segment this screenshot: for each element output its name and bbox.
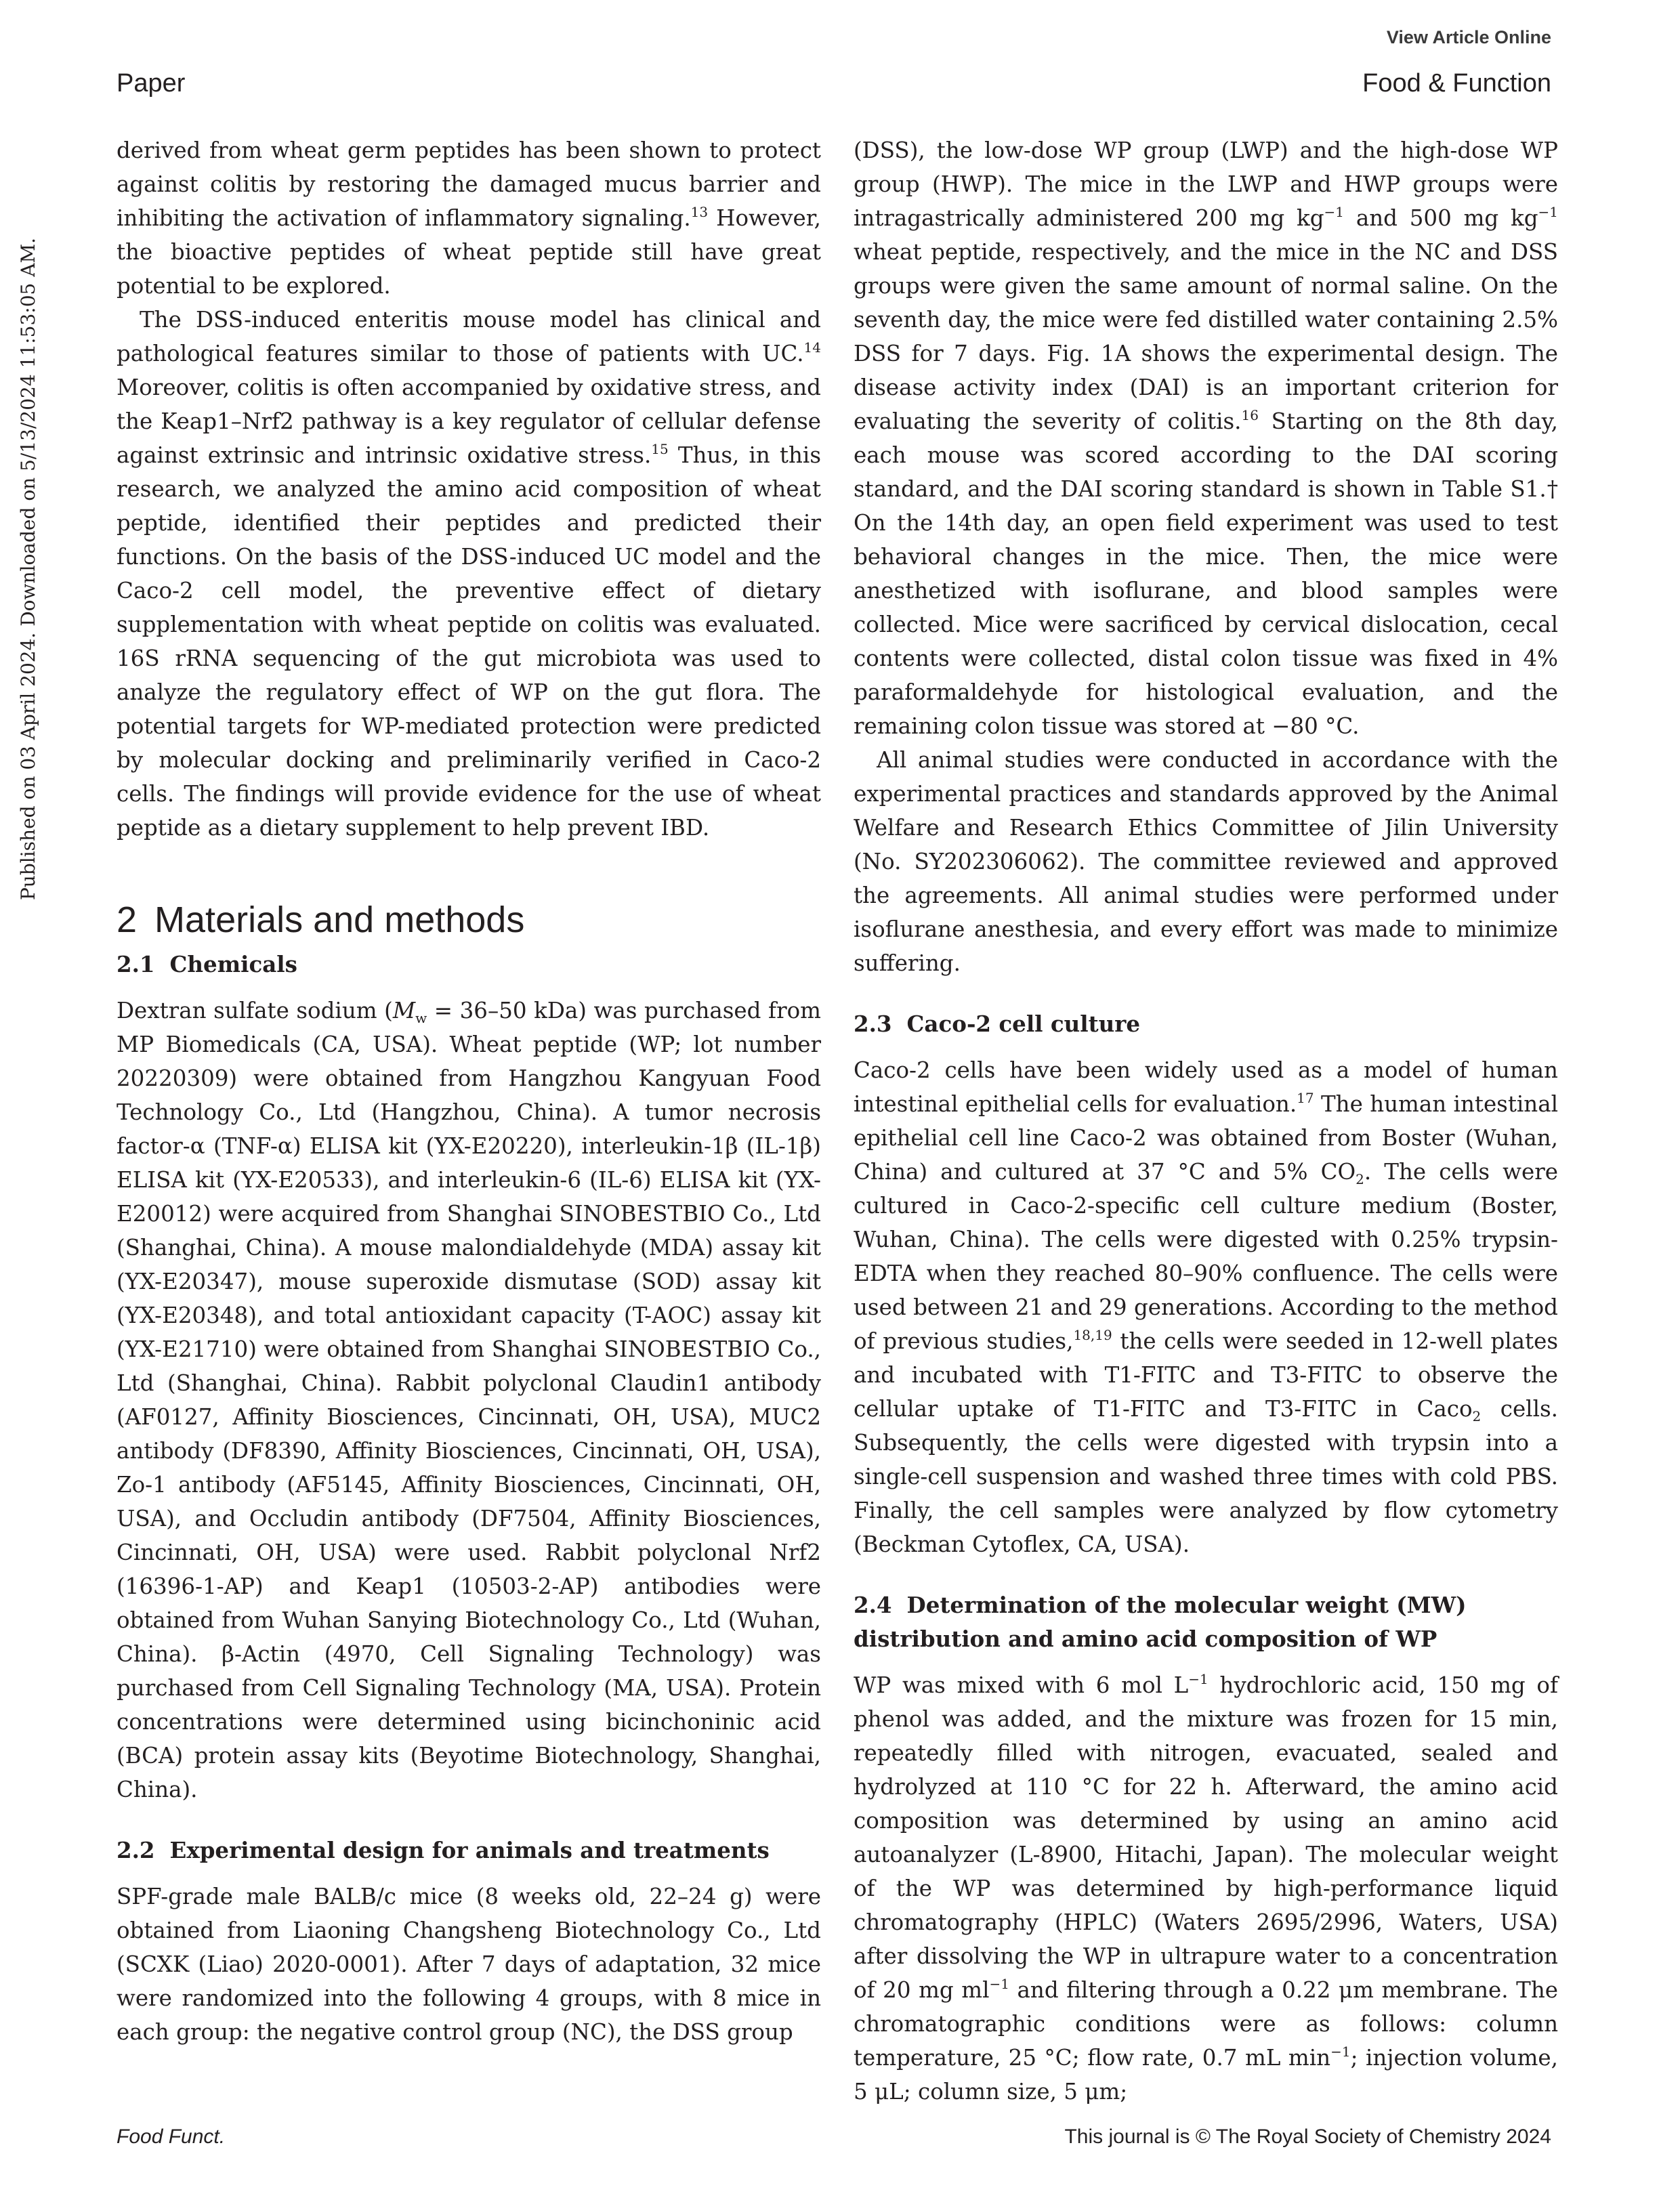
running-header-paper: Paper — [117, 69, 186, 98]
footer-journal-abbrev: Food Funct. — [117, 2125, 226, 2148]
citation-ref[interactable]: 14 — [803, 339, 821, 356]
subsection-heading-experimental-design: 2.2 Experimental design for animals and treatments — [117, 1837, 770, 1863]
paragraph-intro-end: derived from wheat germ peptides has been shown to protect against colitis by restoring the damaged mucus barrier and inhibiting the activation of inflammatory signaling.$^{13}$ However, the bioactive peptides of wheat peptide still have great potential to be explored. — [117, 138, 821, 299]
paragraph-dss-model: The DSS-induced enteritis mouse model has clinical and pathological features similar to those of patients with UC.$^{14}$ Moreover, colitis is often accompanied by oxidative stress, and the Keap1–Nrf2 pathway is a key regulator of cellular defense against extrinsic and intrinsic oxidative stress.$^{15}$ Thus, in this research, we analyzed the amino acid composition of wheat peptide, identified their peptides and predicted their functions. On the basis of the DSS-induced UC model and the Caco-2 cell model, the preventive effect of dietary supplementation with wheat peptide on colitis was evaluated. 16S rRNA sequencing of the gut microbiota was used to analyze the regulatory effect of WP on the gut flora. The potential targets for WP-mediated protection were predicted by molecular docking and preliminarily verified in Caco-2 cells. The findings will provide evidence for the use of wheat peptide as a dietary supplement to help prevent IBD. — [117, 307, 821, 841]
citation-ref[interactable]: 17 — [1297, 1090, 1314, 1106]
paragraph-experimental-design: SPF-grade male BALB/c mice (8 weeks old, 22–24 g) were obtained from Liaoning Changsheng Biotechnology Co., Ltd (SCXK (Liao) 2020-0001). After 7 days of adaptation, 32 mice were randomized into the following 4 groups, with 8 mice in each group: the negative control group (NC), the DSS group — [117, 1884, 821, 2045]
section-heading-materials-methods: 2 Materials and methods — [117, 900, 525, 940]
citation-ref[interactable]: 13 — [690, 204, 709, 220]
paragraph-chemicals: Dextran sulfate sodium ($M_w = 36-50$ kDa) was purchased from MP Biomedicals (CA, USA). Wheat peptide (WP; lot number 20220309) were obtained from Hangzhou Kangyuan Food Technology Co., Ltd (Hangzhou, China). A tumor necrosis factor-α (TNF-α) ELISA kit (YX-E20220), interleukin-1β (IL-1β) ELISA kit (YX-E20533), and interleukin-6 (IL-6) ELISA kit (YX-E20012) were acquired from Shanghai SINOBESTBIO Co., Ltd (Shanghai, China). A mouse malondialdehyde (MDA) assay kit (YX-E20347), mouse superoxide dismutase (SOD) assay kit (YX-E20348), and total antioxidant capacity (T-AOC) assay kit (YX-E21710) were obtained from Shanghai SINOBESTBIO Co., Ltd (Shanghai, China). Rabbit polyclonal Claudin1 antibody (AF0127, Affinity Biosciences, Cincinnati, OH, USA), MUC2 antibody (DF8390, Affinity Biosciences, Cincinnati, OH, USA), Zo-1 antibody (AF5145, Affinity Biosciences, Cincinnati, OH, USA), and Occludin antibody (DF7504, Affinity Biosciences, Cincinnati, OH, USA) were used. Rabbit polyclonal Nrf2 (16396-1-AP) and Keap1 (10503-2-AP) antibodies were obtained from Wuhan Sanying Biotechnology Co., Ltd (Wuhan, China). β-Actin (4970, Cell Signaling Technology) was purchased from Cell Signaling Technology (MA, USA). Protein concentrations were determined using bicinchoninic acid (BCA) protein assay kits (Beyotime Biotechnology, Shanghai, China). — [117, 998, 821, 1802]
running-header-journal: Food & Function — [1362, 69, 1551, 98]
publication-side-note: Published on 03 April 2024. Downloaded on 5/13/2024 11:53:05 AM. — [17, 237, 39, 901]
paragraph-mw-amino-acid: WP was mixed with 6 mol $L^{-1}$ hydrochloric acid, 150 mg of phenol was added, and the mixture was frozen for 15 min, repeatedly filled with nitrogen, evacuated, sealed and hydrolyzed at 110 °C for 22 h. Afterward, the amino acid composition was determined by using an amino acid autoanalyzer (L-8900, Hitachi, Japan). The molecular weight of the WP was determined by high-performance liquid chromatography (HPLC) (Waters 2695/2996, Waters, USA) after dissolving the WP in ultrapure water to a concentration of 20 mg $ml^{-1}$ and filtering through a 0.22 μm membrane. The chromatographic conditions were as follows: column temperature, 25 °C; flow rate, 0.7 mL $\min^{-1}$; injection volume, 5 μL; column size, 5 μm; — [854, 1671, 1558, 2104]
paragraph-ethics: All animal studies were conducted in accordance with the experimental practices and standards approved by the Animal Welfare and Research Ethics Committee of Jilin University (No. SY202306062). The committee reviewed and approved the agreements. All animal studies were performed under isoflurane anesthesia, and every effort was made to minimize suffering. — [854, 747, 1558, 976]
paragraph-caco2: Caco-2 cells have been widely used as a model of human intestinal epithelial cells for evaluation.$^{17}$ The human intestinal epithelial cell line Caco-2 was obtained from Boster (Wuhan, China) and cultured at 37 °C and 5% $CO_2$. The cells were cultured in Caco-2-specific cell culture medium (Boster, Wuhan, China). The cells were digested with 0.25% trypsin-EDTA when they reached 80–90% confluence. The cells were used between 21 and 29 generations. According to the method of previous studies,$^{18,19}$ the cells were seeded in 12-well plates and incubated with T1-FITC and T3-FITC to observe the cellular uptake of T1-FITC and T3-FITC in Caco$_2$ cells. Subsequently, the cells were digested with trypsin into a single-cell suspension and washed three times with cold PBS. Finally, the cell samples were analyzed by flow cytometry (Beckman Cytoflex, CA, USA). — [854, 1057, 1559, 1557]
citation-ref[interactable]: 18,19 — [1073, 1327, 1112, 1343]
left-column — [117, 133, 821, 2049]
subsection-heading-chemicals: 2.1 Chemicals — [117, 951, 297, 977]
view-article-online-link[interactable]: View Article Online — [1386, 27, 1551, 47]
footer-copyright: This journal is © The Royal Society of Chemistry 2024 — [1064, 2125, 1551, 2148]
citation-ref[interactable]: 16 — [1241, 407, 1259, 423]
paragraph-groups: (DSS), the low-dose WP group (LWP) and the high-dose WP group (HWP). The mice in the LWP and HWP groups were intragastrically administered 200 mg $kg^{-1}$ and 500 mg $kg^{-1}$ wheat peptide, respectively, and the mice in the NC and DSS groups were given the same amount of normal saline. On the seventh day, the mice were fed distilled water containing 2.5% DSS for 7 days. Fig. 1A shows the experimental design. The disease activity index (DAI) is an important criterion for evaluating the severity of colitis.$^{16}$ Starting on the 8th day, each mouse was scored according to the DAI scoring standard, and the DAI scoring standard is shown in Table S1.† On the 14th day, an open field experiment was used to test behavioral changes in the mice. Then, the mice were anesthetized with isoflurane, and blood samples were collected. Mice were sacrificed by cervical dislocation, cecal contents were collected, distal colon tissue was fixed in 4% paraformaldehyde for histological evaluation, and the remaining colon tissue was stored at −80 °C. — [854, 138, 1558, 739]
citation-ref[interactable]: 15 — [651, 441, 669, 457]
right-column — [854, 133, 1558, 2109]
subsection-heading-caco2: 2.3 Caco-2 cell culture — [854, 1011, 1141, 1037]
subsection-heading-mw-amino-acid: 2.4 Determination of the molecular weight (MW) distribution and amino acid composition of WP — [854, 1592, 1467, 1652]
